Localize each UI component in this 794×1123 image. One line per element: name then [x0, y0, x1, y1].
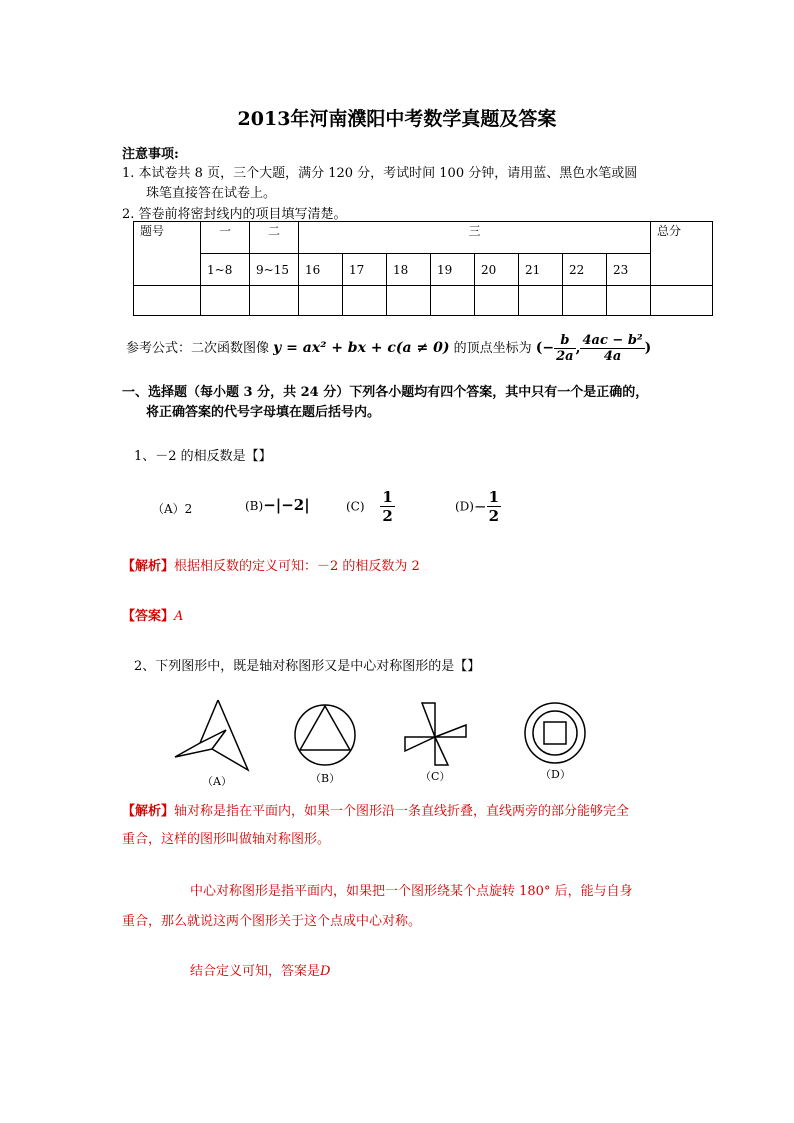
one-half-fraction: $\frac{1}{2}$: [488, 488, 499, 525]
note-item-1: 1. 本试卷共 8 页，三个大题，满分 120 分，考试时间 100 分钟，请用蓝、黑色水笔或圆: [122, 166, 638, 181]
figure-a-pinwheel-triangle: [175, 700, 248, 770]
score-cell: [134, 286, 201, 316]
q1-answer: 【答案】A: [122, 609, 184, 624]
question-number: 19: [431, 254, 475, 286]
score-cell: [651, 286, 713, 316]
central-symmetry-definition-cont: 重合，那么就说这两个图形关于这个点成中心对称。: [122, 914, 422, 929]
section-3-header: 三: [299, 222, 651, 254]
question-number: 23: [607, 254, 651, 286]
score-cell: [607, 286, 651, 316]
figure-label: （C）: [420, 770, 451, 783]
score-cell: [343, 286, 387, 316]
question-number: 21: [519, 254, 563, 286]
figure-label: （A）: [202, 775, 232, 788]
vertex-x-fraction: $\frac{b}{2a}$: [556, 333, 574, 364]
q1-option-a: （A）2: [152, 502, 193, 516]
q2-figures: [170, 695, 590, 790]
section-2-header: 二: [250, 222, 299, 254]
formula-prefix: 参考公式：二次函数图像: [126, 341, 270, 356]
page-title: 2013年河南濮阳中考数学真题及答案: [237, 108, 557, 130]
note-item-1-cont: 珠笔直接答在试卷上。: [146, 186, 277, 201]
formula-middle: 的顶点坐标为: [453, 341, 532, 356]
question-2-stem: 2、下列图形中，既是轴对称图形又是中心对称图形的是【】: [134, 659, 481, 674]
score-cell: [201, 286, 250, 316]
question-number: 17: [343, 254, 387, 286]
range-2: 9~15: [250, 254, 299, 286]
question-number: 20: [475, 254, 519, 286]
figure-label: （B）: [310, 772, 341, 785]
score-cell: [475, 286, 519, 316]
score-cell: [431, 286, 475, 316]
score-table-title: 题号: [134, 222, 201, 286]
score-cell: [299, 286, 343, 316]
quadratic-expression: y = ax² + bx + c(a ≠ 0): [273, 340, 450, 356]
section-1-heading: 一、选择题（每小题 3 分，共 24 分）下列各小题均有四个答案，其中只有一个是正确的，: [122, 385, 649, 400]
figure-d-circle-square: [525, 703, 585, 763]
section-1-header: 一: [201, 222, 250, 254]
score-cell: [387, 286, 431, 316]
reference-formula: 参考公式：二次函数图像 y = ax² + bx + c(a ≠ 0) 的顶点坐标为 (− $\frac{b}{2a}$ , $\frac{\text{4ac − b²}}{4a}$ ): [126, 333, 652, 364]
q2-conclusion: 结合定义可知，答案是D: [190, 964, 331, 979]
notes-heading: 注意事项:: [122, 147, 179, 162]
question-number: 16: [299, 254, 343, 286]
score-cell: [563, 286, 607, 316]
total-header: 总分: [651, 222, 713, 286]
q1-option-c: (C) $\frac{1}{2}$: [346, 488, 393, 525]
figure-b-circle-triangle: [295, 705, 355, 765]
score-cell: [519, 286, 563, 316]
central-symmetry-definition: 中心对称图形是指平面内，如果把一个图形绕某个点旋转 180° 后，能与自身: [190, 884, 633, 899]
note-item-2: 2. 答卷前将密封线内的项目填写清楚。: [122, 207, 347, 222]
question-1-stem: 1、－2 的相反数是【】: [134, 449, 272, 464]
q2-analysis: 【解析】轴对称是指在平面内，如果一个图形沿一条直线折叠，直线两旁的部分能够完全: [122, 804, 630, 819]
question-number: 22: [563, 254, 607, 286]
q1-option-b: (B)−|−2|: [245, 496, 310, 514]
section-1-heading-cont: 将正确答案的代号字母填在题后括号内。: [146, 405, 381, 420]
vertex-y-fraction: $\frac{\text{4ac − b²}}{4a}$: [582, 333, 643, 364]
score-table: [133, 221, 713, 316]
figure-c-pinwheel: [405, 703, 466, 765]
figure-label: （D）: [540, 768, 571, 781]
score-cell: [250, 286, 299, 316]
range-1: 1~8: [201, 254, 250, 286]
q2-analysis-cont: 重合，这样的图形叫做轴对称图形。: [122, 832, 331, 847]
question-number: 18: [387, 254, 431, 286]
q1-option-d: (D)− $\frac{1}{2}$: [455, 488, 499, 525]
q1-analysis: 【解析】根据相反数的定义可知：－2 的相反数为 2: [122, 559, 420, 574]
one-half-fraction: $\frac{1}{2}$: [382, 488, 393, 525]
